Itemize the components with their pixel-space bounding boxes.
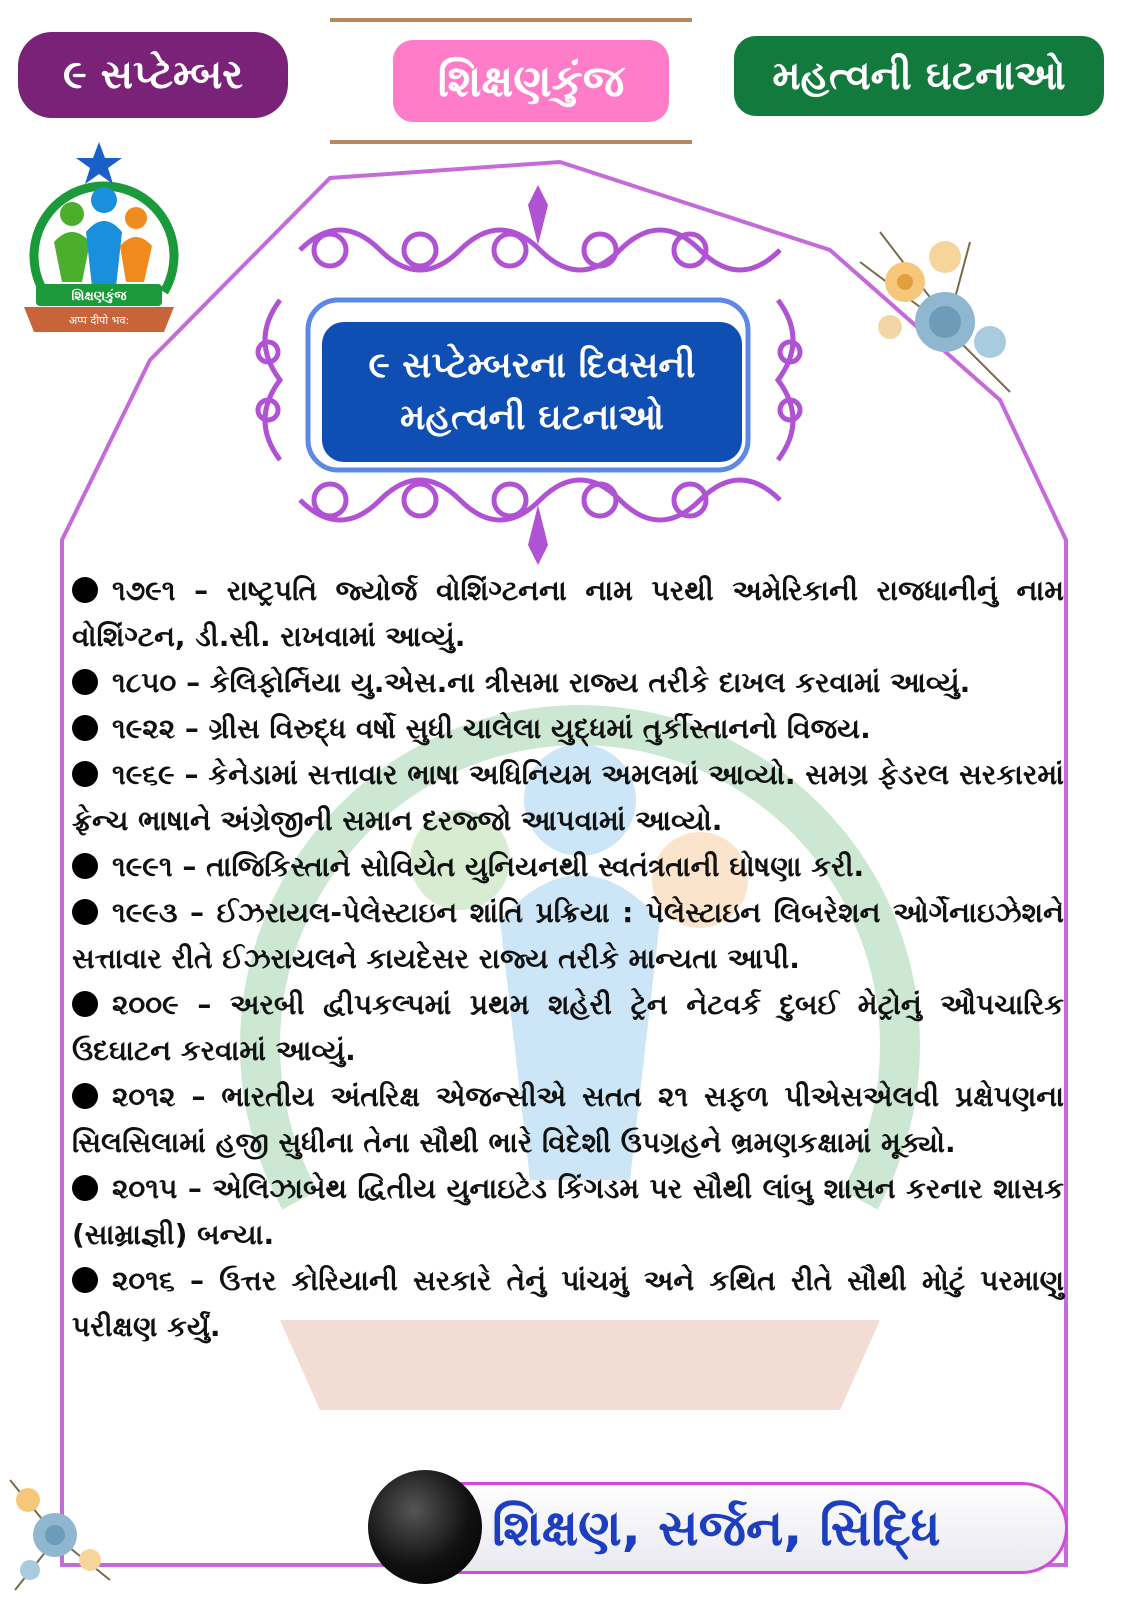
event-text: ૧૮૫૦ – કેલિફોર્નિયા યુ.એસ.ના ત્રીસમા રાજ્ય તરીકે દાખલ કરવામાં આવ્યું. <box>112 666 971 699</box>
event-item <box>72 1258 1064 1350</box>
bullet-icon <box>72 715 98 741</box>
bullet-icon <box>72 577 98 603</box>
bullet-icon <box>72 899 98 925</box>
logo-motto: अप्प दीपो भव: <box>68 314 130 327</box>
bullet-icon <box>72 991 98 1017</box>
brand-badge: શિક્ષણકુંજ <box>393 40 669 122</box>
event-item <box>72 1166 1064 1258</box>
event-text: ૧૯૨૨ – ગ્રીસ વિરુદ્ધ વર્ષો સુધી ચાલેલા યુદ્ધમાં તુર્કીસ્તાનનો વિજય. <box>112 712 871 745</box>
event-item <box>72 844 1064 890</box>
event-text: ૧૯૯૩ – ઈઝરાયલ-પેલેસ્ટાઇન શાંતિ પ્રક્રિયા : પેલેસ્ટાઇન લિબરેશન ઓર્ગેનાઇઝેશને સત્તાવાર રીતે ઈઝરાયલને કાયદેસર રાજ્ય તરીકે માન્યતા આપી. <box>72 896 1064 975</box>
flower-bouquet-decoration <box>850 222 1025 407</box>
bullet-icon <box>72 761 98 787</box>
header-rule-bottom <box>330 140 692 144</box>
event-item <box>72 890 1064 982</box>
event-text: ૧૯૯૧ – તાજિકિસ્તાને સોવિયેત યુનિયનથી સ્વતંત્રતાની ઘોષણા કરી. <box>112 850 865 883</box>
event-text: ૨૦૧૬ – ઉત્તર કોરિયાની સરકારે તેનું પાંચમું અને કથિત રીતે સૌથી મોટું પરમાણુ પરીક્ષણ કર્યું. <box>72 1264 1064 1343</box>
header-rule-top <box>330 18 692 22</box>
shikshankunj-logo <box>14 142 184 352</box>
event-item <box>72 1074 1064 1166</box>
event-item <box>72 706 1064 752</box>
bullet-icon <box>72 1083 98 1109</box>
bullet-icon <box>72 1267 98 1293</box>
logo-name: શિક્ષણકુંજ <box>71 289 127 304</box>
events-list <box>72 568 1064 1350</box>
event-text: ૨૦૧૨ – ભારતીય અંતરિક્ષ એજન્સીએ સતત ૨૧ સફળ પીએસએલવી પ્રક્ષેપણના સિલસિલામાં હજી સુધીના તેના સૌથી ભારે વિદેશી ઉપગ્રહને ભ્રમણકક્ષામાં મૂક્યો. <box>72 1080 1064 1159</box>
footer-ball-decoration <box>368 1470 482 1584</box>
event-item <box>72 568 1064 660</box>
date-badge: ૯ સપ્ટેમ્બર <box>18 32 288 118</box>
title-line-1: ૯ સપ્ટેમ્બરના દિવસની <box>368 344 696 386</box>
title-line-2: મહત્વની ઘટનાઓ <box>399 397 665 438</box>
bullet-icon <box>72 1175 98 1201</box>
title-box <box>322 322 742 462</box>
event-text: ૧૯૬૯ – કેનેડામાં સત્તાવાર ભાષા અધિનિયમ અમલમાં આવ્યો. સમગ્ર ફેડરલ સરકારમાં ફ્રેન્ચ ભાષાને અંગ્રેજીની સમાન દરજ્જો આપવામાં આવ્યો. <box>72 758 1064 837</box>
event-text: ૨૦૦૯ – અરબી દ્વીપકલ્પમાં પ્રથમ શહેરી ટ્રેન નેટવર્ક દુબઈ મેટ્રોનું ઔપચારિક ઉદઘાટન કરવામાં આવ્યું. <box>72 988 1064 1067</box>
event-item <box>72 660 1064 706</box>
event-item <box>72 752 1064 844</box>
bullet-icon <box>72 669 98 695</box>
footer-slogan: શિક્ષણ, સર્જન, સિદ્ધિ <box>492 1498 941 1557</box>
events-badge: મહત્વની ઘટનાઓ <box>734 36 1104 116</box>
bullet-icon <box>72 853 98 879</box>
event-text: ૨૦૧૫ – એલિઝાબેથ દ્વિતીય યુનાઇટેડ કિંગડમ પર સૌથી લાંબુ શાસન કરનાર શાસક (સામ્રાજ્ઞી) બન્યા. <box>72 1172 1064 1251</box>
event-text: ૧૭૯૧ – રાષ્ટ્રપતિ જ્યોર્જ વોશિંગ્ટનના નામ પરથી અમેરિકાની રાજધાનીનું નામ વોશિંગ્ટન, ડી.સી. રાખવામાં આવ્યું. <box>72 574 1064 653</box>
flower-corner-decoration <box>0 1460 125 1600</box>
event-item <box>72 982 1064 1074</box>
